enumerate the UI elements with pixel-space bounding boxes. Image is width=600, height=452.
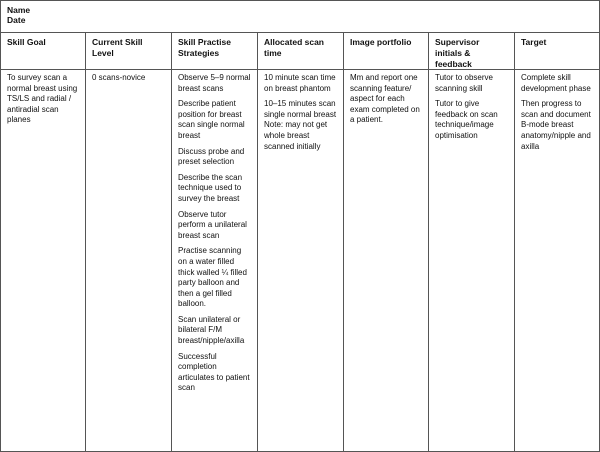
cell-current-skill-level <box>86 70 172 451</box>
strategy-item: Scan unilateral or bilateral F/M breast/nipple/axilla <box>178 314 245 346</box>
strategy-item: Discuss probe and preset selection <box>178 146 245 167</box>
strategy-item: Observe tutor perform a unilateral breast scan <box>178 209 247 240</box>
cell-allocated-scan-time <box>258 70 344 451</box>
strategy-item: Successful completion articulates to patient scan <box>178 351 250 393</box>
strategy-item: Observe 5–9 normal breast scans <box>178 73 251 93</box>
scan-time-item: 10 minute scan time on breast phantom <box>264 73 336 93</box>
name-label: Name <box>7 5 31 15</box>
cell-skill-goal <box>1 70 86 451</box>
strategy-item: Describe patient position for breast scan single normal breast <box>178 99 245 140</box>
name-date-header <box>1 1 599 33</box>
table-row <box>1 70 599 451</box>
strategy-item: Practise scanning on a water filled thick walled ¼ filled party balloon and then a gel filled balloon. <box>178 246 247 309</box>
supervisor-item: Tutor to observe scanning skill <box>435 73 493 93</box>
header-current-skill-level: Current Skill Level <box>86 33 172 69</box>
header-image-portfolio: Image portfolio <box>344 33 429 69</box>
supervisor-item: Tutor to give feedback on scan technique/image optimisation <box>435 99 498 140</box>
cell-skill-practise-strategies <box>172 70 258 451</box>
header-skill-practise-strategies: Skill Practise Strategies <box>172 33 258 69</box>
date-label: Date <box>7 15 26 25</box>
current-level-text: 0 scans-novice <box>92 73 146 82</box>
header-allocated-scan-time: Allocated scan time <box>258 33 344 69</box>
header-skill-goal: Skill Goal <box>1 33 86 69</box>
skill-goal-text: To survey scan a normal breast using TS/LS and radial / antiradial scan planes <box>7 73 78 125</box>
strategy-item: Describe the scan technique used to survey the breast <box>178 172 243 203</box>
scan-time-note: Note: may not get whole breast scanned initially <box>264 120 328 151</box>
cell-image-portfolio <box>344 70 429 451</box>
target-item: Complete skill development phase <box>521 73 591 93</box>
target-item: Then progress to scan and document B-mode breast anatomy/nipple and axilla <box>521 99 591 151</box>
header-target: Target <box>521 37 547 47</box>
portfolio-text: Mm and report one scanning feature/ aspect for each exam completed on a patient. <box>350 73 420 125</box>
scan-time-item: 10–15 minutes scan single normal breast <box>264 99 337 119</box>
column-header-row <box>1 33 599 70</box>
cell-target <box>515 70 599 451</box>
cell-supervisor-feedback <box>429 70 515 451</box>
header-supervisor-initials-feedback: Supervisor initials & feedback <box>429 33 515 69</box>
